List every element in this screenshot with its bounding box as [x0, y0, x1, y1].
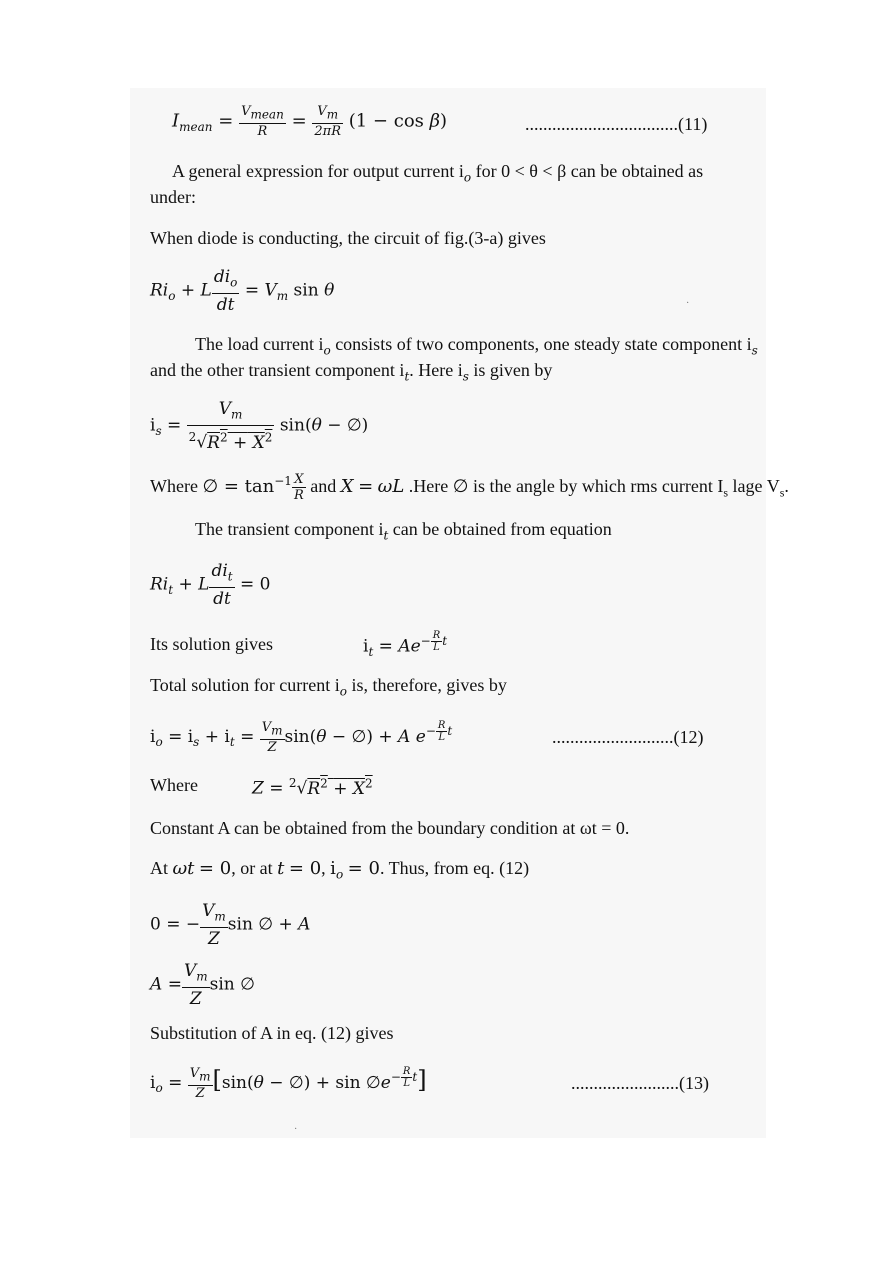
- paragraph-transient-component: The transient component $i_t$ can be obtained from equation: [195, 519, 612, 543]
- paragraph-general-expression: A general expression for output current $i_o$ for 0 < θ < β can be obtained as: [172, 161, 704, 185]
- paragraph-load-current-cont: and the other transient component $i_t$. Here $i_s$ is given by: [150, 360, 553, 384]
- paragraph-substitution: Substitution of A in eq. (12) gives: [150, 1023, 394, 1043]
- paragraph-general-expression-cont: under:: [150, 187, 196, 207]
- paragraph-boundary-condition: At ωt = 0, or at t = 0, $i_o = 0$. Thus, from eq. (12): [150, 858, 530, 882]
- equation-transient-solution: $i_t = Ae^{- \frac{R}{L} t}$: [363, 630, 448, 660]
- equation-differential-it: $Ri_t + L$ $\frac{di_t}{dt}$ = 0: [150, 561, 271, 610]
- equation-differential-io: $Ri_o + L$ $\frac{di_o}{dt}$ = $V_m$ sin θ: [150, 267, 335, 316]
- equation-steady-state-current: $i_s$ = $\frac{V_m}{^2√R^2 + X^2}$ sin(θ − ∅): [150, 399, 369, 454]
- scan-speck: ·: [686, 298, 690, 309]
- paragraph-load-current: The load current $i_o$ consists of two components, one steady state component $i_s$: [195, 334, 758, 358]
- equation-11: $I_{mean}$ = $\frac{V_{mean}}{R}$ = $\frac{V_m}{2\pi R}$ (1 − cos β): [172, 104, 448, 139]
- equation-13: $i_o$ = $\frac{V_m}{Z}$ [sin(θ − ∅) + $\sin \emptyset e^{- \frac{R}{L} t}$]: [150, 1065, 427, 1101]
- paragraph-diode-conducting: When diode is conducting, the circuit of fig.(3-a) gives: [150, 228, 546, 248]
- scan-speck: ·: [294, 1124, 298, 1135]
- equation-constant-a: A = $\frac{V_m}{Z}$ sin ∅: [150, 961, 255, 1010]
- equation-12: $i_o = i_s + i_t$ = $\frac{V_m}{Z}$ sin(θ − ∅) + A $e^{- \frac{R}{L} t}$: [150, 720, 453, 755]
- paragraph-where-phi: Where ∅ = $\tan^{-1}$ $\frac{X}{R}$ and X = ωL .Here ∅ is the angle by which rms current $I_s$ lage $V_s$.: [150, 472, 789, 504]
- equation-13-number: ........................(13): [571, 1073, 709, 1093]
- paragraph-total-solution: Total solution for current $i_o$ is, therefore, gives by: [150, 675, 507, 699]
- paragraph-where-z: Where: [150, 775, 198, 795]
- equation-zero-boundary: 0 = − $\frac{V_m}{Z}$ sin ∅ + A: [150, 901, 311, 950]
- equation-12-number: ...........................(12): [552, 727, 704, 747]
- paragraph-solution-gives: Its solution gives: [150, 634, 274, 654]
- paragraph-constant-a: Constant A can be obtained from the boundary condition at ωt = 0.: [150, 818, 630, 838]
- equation-11-number: ..................................(11): [525, 114, 708, 134]
- equation-impedance: $Z = ^2√R^2 + X^2$: [252, 776, 373, 799]
